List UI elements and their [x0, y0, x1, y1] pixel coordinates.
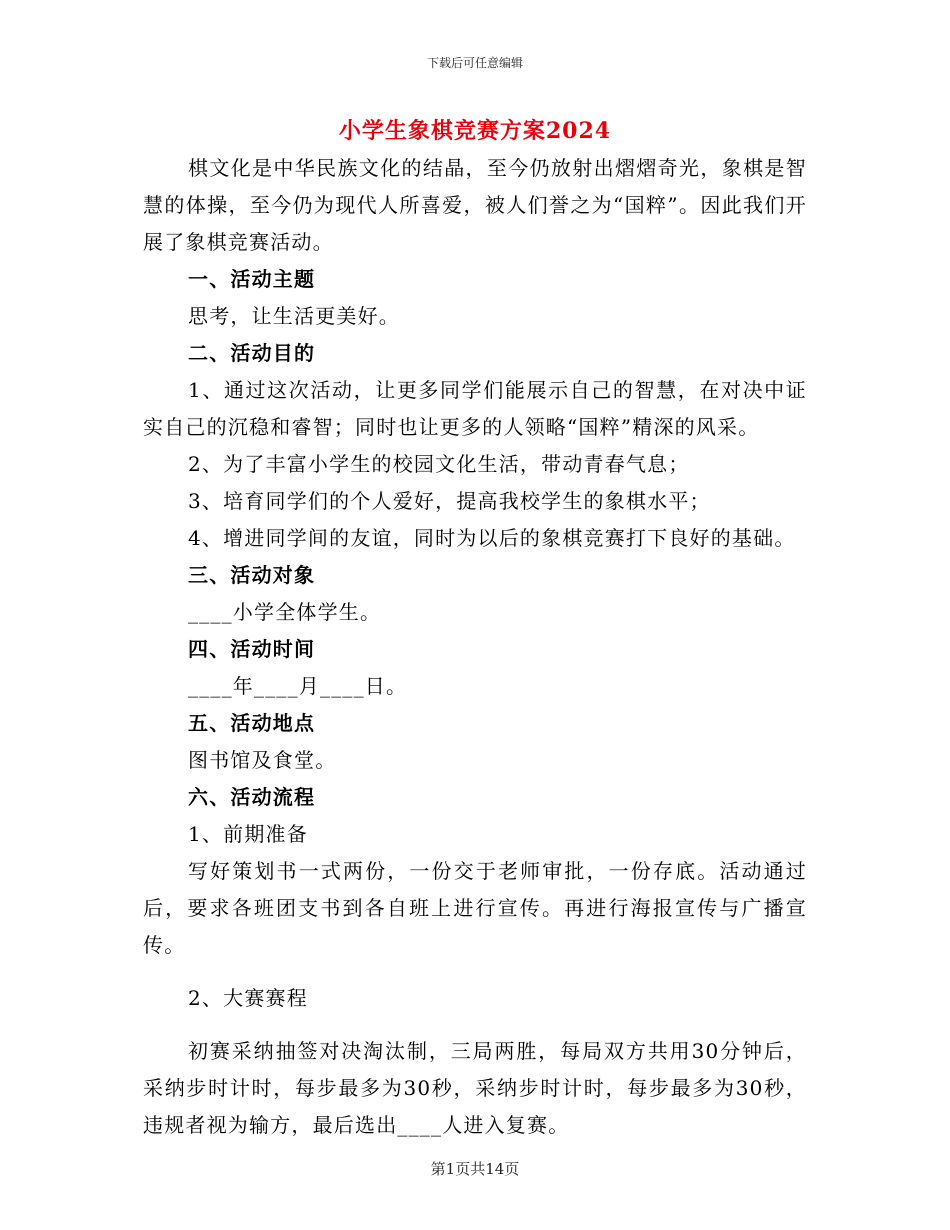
section-heading-location: 五、活动地点 — [188, 711, 316, 735]
page-header-note: 下载后可任意编辑 — [426, 56, 523, 70]
section-heading-audience: 三、活动对象 — [188, 563, 316, 587]
section-heading-purpose: 二、活动目的 — [188, 341, 316, 365]
section-body-location: 图书馆及食堂。 — [188, 748, 337, 772]
subsection-body-preparation: 写好策划书一式两份，一份交于老师审批，一份存底。活动通过后，要求各班团支书到各自班上进行宣传。再进行海报宣传与广播宣传。 — [143, 859, 807, 957]
section-heading-process: 六、活动流程 — [188, 785, 316, 809]
section-heading-time: 四、活动时间 — [188, 637, 316, 661]
purpose-item: 2、为了丰富小学生的校园文化生活，带动青春气息； — [188, 452, 690, 476]
intro-paragraph: 棋文化是中华民族文化的结晶，至今仍放射出熠熠奇光，象棋是智慧的体操，至今仍为现代人所喜爱，被人们誉之为“国粹”。因此我们开展了象棋竞赛活动。 — [143, 156, 807, 254]
document-title: 小学生象棋竞赛方案2024 — [338, 118, 612, 144]
subsection-heading-schedule: 2、大赛赛程 — [188, 986, 308, 1010]
purpose-item: 3、培育同学们的个人爱好，提高我校学生的象棋水平； — [188, 489, 711, 513]
section-body-time: ____年____月____日。 — [188, 674, 408, 698]
subsection-body-schedule: 初赛采纳抽签对决淘汰制，三局两胜，每局双方共用30分钟后，采纳步时计时，每步最多为30秒，采纳步时计时，每步最多为30秒，违规者视为输方，最后选出____人进入复赛。 — [143, 1039, 807, 1137]
purpose-item: 4、增进同学间的友谊，同时为以后的象棋竞赛打下良好的基础。 — [188, 526, 796, 550]
section-body-theme: 思考，让生活更美好。 — [188, 304, 400, 328]
page-number-footer: 第1页共14页 — [430, 1160, 520, 1178]
subsection-heading-preparation: 1、前期准备 — [188, 822, 308, 846]
section-body-audience: ____小学全体学生。 — [188, 600, 382, 624]
document-body — [143, 150, 807, 1144]
purpose-item: 1、通过这次活动，让更多同学们能展示自己的智慧，在对决中证实自己的沉稳和睿智；同时也让更多的人领略“国粹”精深的风采。 — [143, 378, 807, 439]
section-heading-theme: 一、活动主题 — [188, 267, 316, 291]
